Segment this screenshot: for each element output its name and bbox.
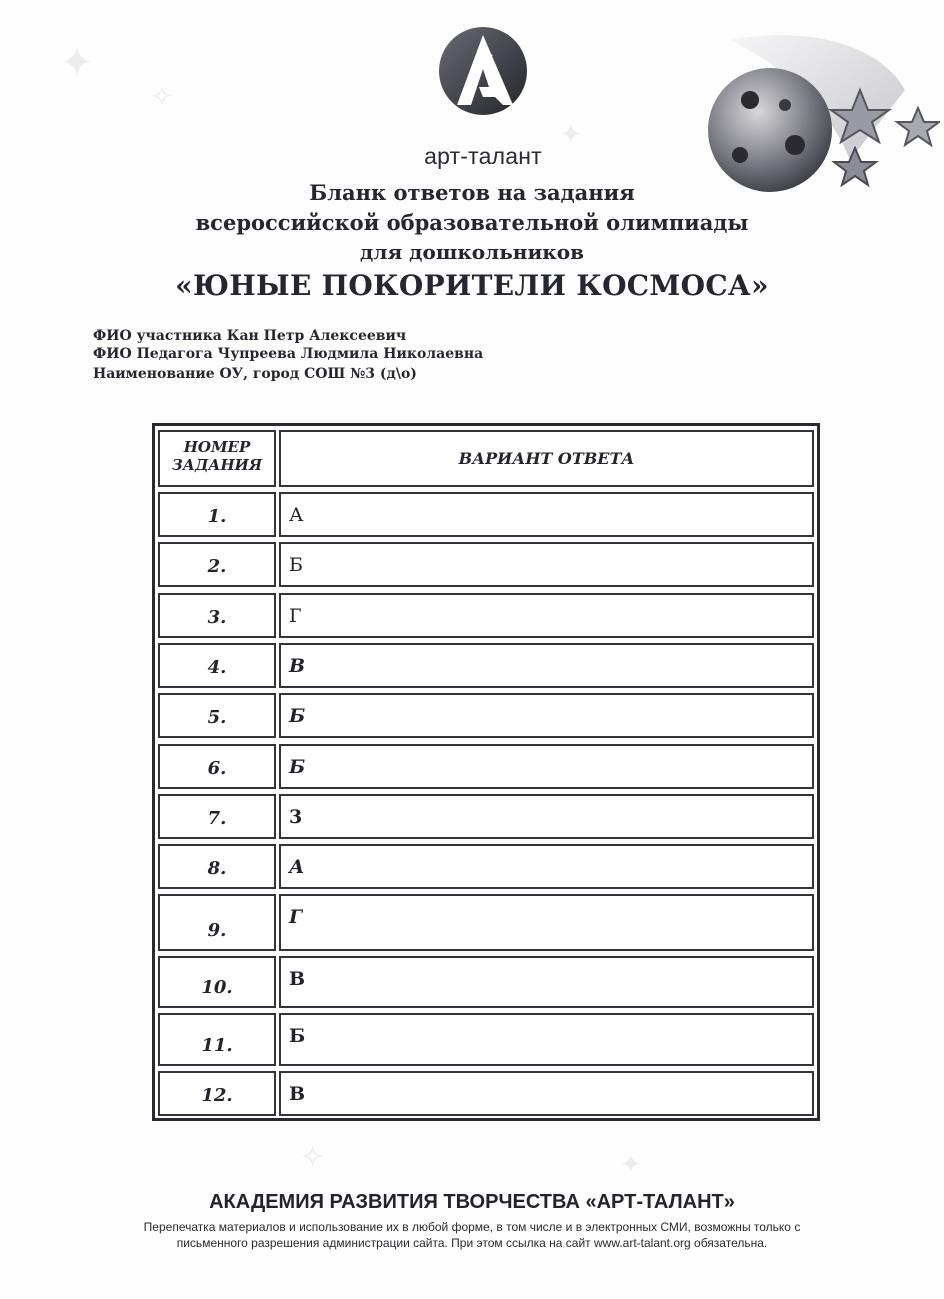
row-number-cell: 9. bbox=[158, 894, 276, 951]
row-number-cell: 7. bbox=[158, 794, 276, 839]
header-line-1: Бланк ответов на задания bbox=[309, 180, 635, 205]
header-cell-number bbox=[158, 430, 276, 487]
olympiad-title: «ЮНЫЕ ПОКОРИТЕЛИ КОСМОСА» bbox=[175, 269, 769, 302]
row-answer-cell: Г bbox=[279, 894, 814, 951]
row-number-cell: 8. bbox=[158, 844, 276, 889]
header-line-2: всероссийской образовательной олимпиады bbox=[195, 210, 749, 235]
row-answer-cell: Б bbox=[279, 693, 814, 738]
footer-note-line-2: письменного разрешения администрации сайта. При этом ссылка на сайт www.art-talant.org обязательна. bbox=[176, 1236, 768, 1250]
brand-name: арт-талант bbox=[424, 143, 542, 169]
row-number-cell: 2. bbox=[158, 542, 276, 587]
row-number-cell: 5. bbox=[158, 693, 276, 738]
teacher-name: ФИО Педагога Чупреева Людмила Николаевна bbox=[93, 346, 484, 362]
row-number-cell: 10. bbox=[158, 956, 276, 1008]
row-answer-cell: В bbox=[279, 1071, 814, 1116]
row-answer-cell: Б bbox=[279, 744, 814, 789]
watermark-star: ✦ bbox=[60, 40, 94, 86]
watermark-star: ✧ bbox=[300, 1140, 326, 1175]
row-answer-cell: Б bbox=[279, 1013, 814, 1066]
row-answer-cell: 3 bbox=[279, 794, 814, 839]
header-line-3: для дошкольников bbox=[360, 240, 584, 264]
header-number-line1: НОМЕР bbox=[183, 438, 251, 456]
row-answer-cell: А bbox=[279, 492, 814, 537]
row-number-cell: 12. bbox=[158, 1071, 276, 1116]
row-number-cell: 4. bbox=[158, 643, 276, 688]
answers-table bbox=[152, 423, 820, 1121]
row-answer-cell: В bbox=[279, 956, 814, 1008]
header-cell-answer: ВАРИАНТ ОТВЕТА bbox=[279, 430, 814, 487]
row-answer-cell: В bbox=[279, 643, 814, 688]
footer-title: АКАДЕМИЯ РАЗВИТИЯ ТВОРЧЕСТВА «АРТ-ТАЛАНТ» bbox=[209, 1191, 735, 1213]
participant-name: ФИО участника Кан Петр Алексеевич bbox=[93, 328, 407, 344]
watermark-star: ✧ bbox=[150, 80, 174, 113]
watermark-star: ✦ bbox=[560, 120, 582, 150]
watermark-star: ✦ bbox=[620, 1150, 642, 1180]
comet-illustration bbox=[690, 20, 940, 205]
row-answer-cell: Г bbox=[279, 593, 814, 638]
row-number-cell: 6. bbox=[158, 744, 276, 789]
school-name: Наименование ОУ, город СОШ №3 (д\о) bbox=[93, 366, 417, 382]
row-number-cell: 11. bbox=[158, 1013, 276, 1066]
header-number-line2: ЗАДАНИЯ bbox=[171, 456, 263, 474]
art-talant-logo bbox=[437, 25, 529, 117]
row-number-cell: 3. bbox=[158, 593, 276, 638]
footer-note-line-1: Перепечатка материалов и использование их в любой форме, в том числе и в электронных СМИ, возможны только с bbox=[143, 1220, 801, 1234]
row-number-cell: 1. bbox=[158, 492, 276, 537]
row-answer-cell: Б bbox=[279, 542, 814, 587]
row-answer-cell: А bbox=[279, 844, 814, 889]
